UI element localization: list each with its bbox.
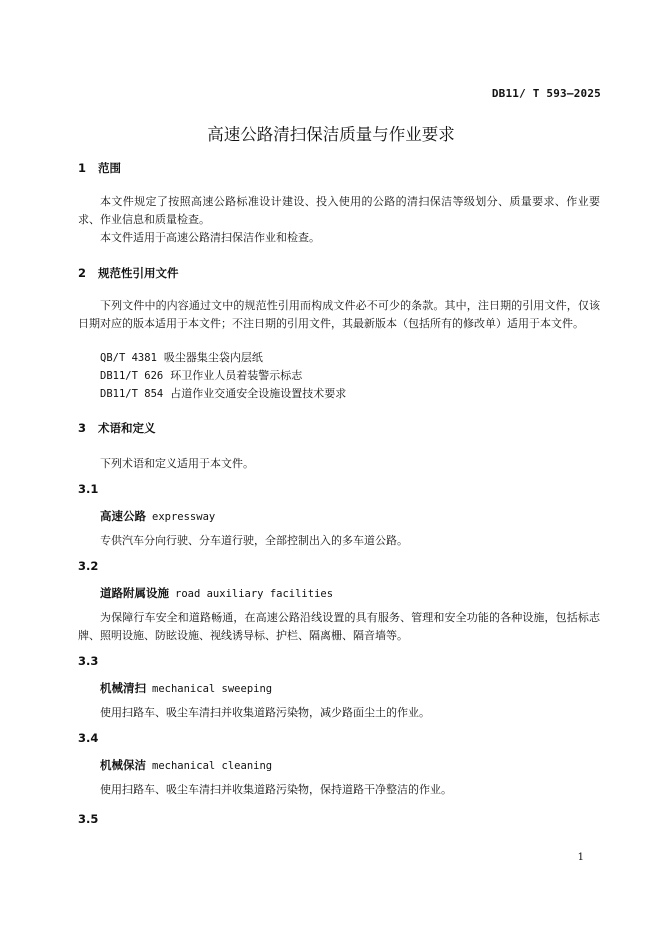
term-en: expressway (152, 511, 216, 523)
section-1-para-1: 本文件规定了按照高速公路标准设计建设、投入使用的公路的清扫保洁等级划分、质量要求、作业要求、作业信息和质量检查。 (78, 195, 600, 226)
doc-code: DB11/ T 593—2025 (491, 87, 601, 100)
term-definition: 使用扫路车、吸尘车清扫并收集道路污染物，减少路面尘土的作业。 (100, 706, 430, 719)
page-title: 高速公路清扫保洁质量与作业要求 (207, 125, 455, 144)
section-title: 范围 (98, 161, 121, 175)
term-en: road auxiliary facilities (175, 588, 334, 600)
section-2-para: 下列文件中的内容通过文中的规范性引用而构成文件必不可少的条款。其中，注日期的引用文件，仅该日期对应的版本适用于本文件；不注日期的引用文件，其最新版本（包括所有的修改单）适用于本文件。 (78, 299, 600, 330)
term-en: mechanical sweeping (152, 683, 273, 695)
reference-item (100, 349, 263, 367)
section-title: 规范性引用文件 (98, 266, 179, 280)
term-heading (100, 680, 272, 696)
term-heading (100, 757, 272, 773)
reference-item (100, 385, 346, 403)
section-number: 1 (78, 161, 87, 175)
reference-name: 环卫作业人员着装警示标志 (170, 369, 303, 382)
section-1-heading (78, 160, 121, 176)
term-number: 3.4 (78, 731, 99, 745)
term-number: 3.1 (78, 482, 99, 496)
term-definition: 为保障行车安全和道路畅通，在高速公路沿线设置的具有服务、管理和安全功能的各种设施，包括标志牌、照明设施、防眩设施、视线诱导标、护栏、隔离栅、隔音墙等。 (78, 611, 600, 642)
page-number: 1 (577, 852, 584, 863)
term-en: mechanical cleaning (152, 760, 273, 772)
section-number: 3 (78, 421, 87, 435)
section-3-intro: 下列术语和定义适用于本文件。 (100, 457, 254, 470)
term-definition: 使用扫路车、吸尘车清扫并收集道路污染物，保持道路干净整洁的作业。 (100, 783, 452, 796)
term-heading (100, 585, 333, 601)
section-2-heading (78, 265, 179, 281)
term-number: 3.3 (78, 654, 99, 668)
section-1-para-2: 本文件适用于高速公路清扫保洁作业和检查。 (100, 231, 320, 244)
reference-code: DB11/T 854 (100, 388, 164, 400)
term-cn: 道路附属设施 (100, 586, 169, 600)
term-number: 3.5 (78, 812, 99, 826)
reference-code: QB/T 4381 (100, 352, 157, 364)
term-definition: 专供汽车分向行驶、分车道行驶，全部控制出入的多车道公路。 (100, 534, 408, 547)
term-heading (100, 508, 215, 524)
reference-code: DB11/T 626 (100, 370, 164, 382)
reference-item (100, 367, 302, 385)
section-3-heading (78, 420, 156, 436)
section-number: 2 (78, 266, 87, 280)
term-cn: 机械清扫 (100, 681, 146, 695)
section-title: 术语和定义 (98, 421, 156, 435)
reference-name: 吸尘器集尘袋内层纸 (163, 351, 263, 364)
term-cn: 机械保洁 (100, 758, 146, 772)
term-cn: 高速公路 (100, 509, 146, 523)
reference-name: 占道作业交通安全设施设置技术要求 (170, 387, 347, 400)
term-number: 3.2 (78, 559, 99, 573)
